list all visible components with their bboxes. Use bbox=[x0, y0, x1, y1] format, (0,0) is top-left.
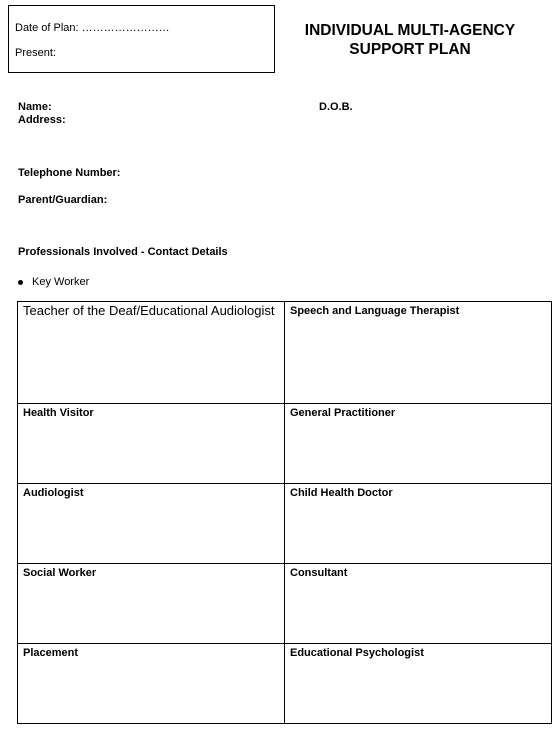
table-cell: Teacher of the Deaf/Educational Audiologist bbox=[18, 302, 285, 404]
table-row bbox=[18, 644, 552, 724]
plan-info-box bbox=[8, 5, 275, 73]
professionals-heading: Professionals Involved - Contact Details bbox=[18, 246, 228, 258]
table-cell: Social Worker bbox=[18, 564, 285, 644]
title-line-2: SUPPORT PLAN bbox=[349, 41, 471, 58]
table-cell: Health Visitor bbox=[18, 404, 285, 484]
title-line-1: INDIVIDUAL MULTI-AGENCY bbox=[304, 22, 516, 39]
table-cell: Educational Psychologist bbox=[285, 644, 552, 724]
dob-label: D.O.B. bbox=[319, 101, 353, 113]
page-title bbox=[285, 21, 535, 59]
date-of-plan-label: Date of Plan: …………………… bbox=[15, 22, 170, 34]
table-cell: General Practitioner bbox=[285, 404, 552, 484]
table-row bbox=[18, 484, 552, 564]
table-cell: Placement bbox=[18, 644, 285, 724]
bullet-dot-icon bbox=[18, 280, 23, 285]
table-row bbox=[18, 302, 552, 404]
table-row bbox=[18, 404, 552, 484]
present-label: Present: bbox=[15, 47, 56, 59]
parent-guardian-label: Parent/Guardian: bbox=[18, 194, 108, 206]
table-cell: Child Health Doctor bbox=[285, 484, 552, 564]
name-label: Name: bbox=[18, 101, 52, 113]
address-label: Address: bbox=[18, 114, 66, 126]
key-worker-label: Key Worker bbox=[32, 276, 90, 288]
table-cell: Speech and Language Therapist bbox=[285, 302, 552, 404]
professionals-table bbox=[17, 301, 552, 724]
table-cell: Audiologist bbox=[18, 484, 285, 564]
telephone-label: Telephone Number: bbox=[18, 167, 121, 179]
table-cell: Consultant bbox=[285, 564, 552, 644]
table-row bbox=[18, 564, 552, 644]
key-worker-bullet bbox=[18, 276, 89, 288]
